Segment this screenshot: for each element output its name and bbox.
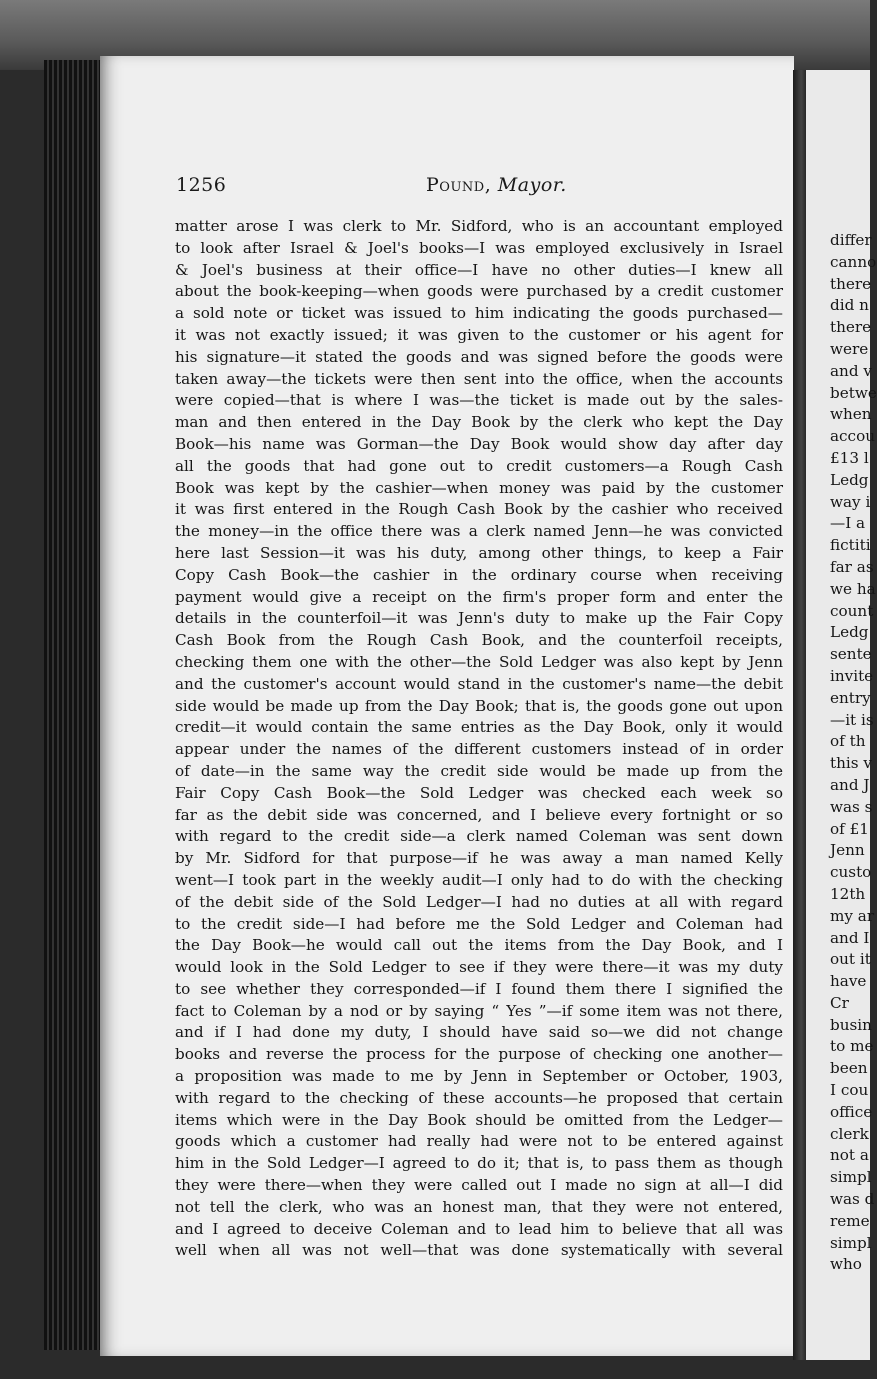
text-line: items which were in the Day Book should be omitted from the Ledger— bbox=[175, 1110, 783, 1129]
text-line: credit—it would contain the same entries as the Day Book, only it would bbox=[175, 718, 783, 737]
body-text bbox=[175, 216, 783, 1262]
facing-text-line: custo bbox=[830, 863, 872, 882]
text-line: about the book-keeping—when goods were purchased by a credit customer bbox=[175, 282, 783, 301]
text-line: him in the Sold Ledger—I agreed to do it; that is, to pass them as though bbox=[175, 1154, 783, 1173]
text-line: fact to Coleman by a nod or by saying “ Yes ”—if some item was not there, bbox=[175, 1001, 783, 1020]
facing-text-line: —I a bbox=[830, 514, 866, 533]
facing-text-line: who bbox=[830, 1255, 862, 1274]
facing-text-line: did n bbox=[830, 296, 869, 315]
text-line: of the debit side of the Sold Ledger—I had no duties at all with regard bbox=[175, 892, 783, 911]
facing-text-line: to me bbox=[830, 1037, 874, 1056]
facing-text-line: office bbox=[830, 1102, 873, 1121]
text-line: by Mr. Sidford for that purpose—if he was away a man named Kelly bbox=[175, 849, 783, 868]
text-line: his signature—it stated the goods and was signed before the goods were bbox=[175, 347, 783, 366]
facing-text-line: and I bbox=[830, 928, 870, 947]
facing-text-line: my ar bbox=[830, 906, 875, 925]
facing-text-line: this v bbox=[830, 754, 872, 773]
text-line: taken away—the tickets were then sent into the office, when the accounts bbox=[175, 369, 783, 388]
text-line: appear under the names of the different customers instead of in order bbox=[175, 740, 783, 759]
text-line: Cash Book from the Rough Cash Book, and the counterfoil receipts, bbox=[175, 631, 783, 650]
text-line: were copied—that is where I was—the ticket is made out by the sales- bbox=[175, 391, 783, 410]
text-line: well when all was not well—that was done systematically with several bbox=[175, 1241, 783, 1260]
facing-text-line: when bbox=[830, 405, 872, 424]
facing-text-line: entry bbox=[830, 688, 871, 707]
facing-text-line: invite bbox=[830, 666, 874, 685]
text-line: it was first entered in the Rough Cash Book by the cashier who received bbox=[175, 500, 783, 519]
facing-text-line: —it is bbox=[830, 710, 874, 729]
facing-text-line: out it bbox=[830, 950, 871, 969]
text-line: to the credit side—I had before me the Sold Ledger and Coleman had bbox=[175, 914, 783, 933]
text-line: a sold note or ticket was issued to him indicating the goods purchased— bbox=[175, 304, 783, 323]
facing-text-line: clerk bbox=[830, 1124, 869, 1143]
facing-text-line: have bbox=[830, 972, 867, 991]
text-line: books and reverse the process for the purpose of checking one another— bbox=[175, 1045, 783, 1064]
facing-text-line: simpl bbox=[830, 1233, 872, 1252]
facing-text-line: and J bbox=[830, 775, 870, 794]
text-line: the money—in the office there was a clerk named Jenn—he was convicted bbox=[175, 522, 783, 541]
facing-text-line: differ bbox=[830, 231, 872, 249]
facing-text-line: was s bbox=[830, 797, 873, 816]
text-line: all the goods that had gone out to credit customers—a Rough Cash bbox=[175, 456, 783, 475]
facing-text-line: Ledg bbox=[830, 623, 869, 642]
facing-text-line: I cou bbox=[830, 1081, 869, 1100]
facing-text-line: canno bbox=[830, 252, 877, 271]
text-line: Copy Cash Book—the cashier in the ordinary course when receiving bbox=[175, 565, 783, 584]
facing-text-line: was d bbox=[830, 1190, 875, 1209]
facing-text-line: count bbox=[830, 601, 874, 620]
text-line: and if I had done my duty, I should have said so—we did not change bbox=[175, 1023, 783, 1042]
text-line: it was not exactly issued; it was given to the customer or his agent for bbox=[175, 325, 783, 344]
text-line: matter arose I was clerk to Mr. Sidford, who is an accountant employed bbox=[175, 217, 783, 235]
facing-text-line: Jenn bbox=[830, 841, 865, 860]
text-line: side would be made up from the Day Book; that is, the goods gone out upon bbox=[175, 696, 783, 715]
book-gutter bbox=[793, 70, 807, 1360]
facing-text-line: sente bbox=[830, 645, 872, 664]
facing-text-line: reme bbox=[830, 1211, 870, 1230]
facing-text-line: been bbox=[830, 1059, 868, 1078]
facing-text-line: and v bbox=[830, 361, 872, 380]
text-line: & Joel's business at their office—I have no other duties—I knew all bbox=[175, 260, 783, 279]
text-line: to see whether they corresponded—if I found them there I signified the bbox=[175, 979, 783, 998]
text-line: far as the debit side was concerned, and I believe every fortnight or so bbox=[175, 805, 783, 824]
text-line: and the customer's account would stand in the customer's name—the debit bbox=[175, 674, 783, 693]
facing-text-line: Cr bbox=[830, 993, 849, 1012]
facing-text-line: betwe bbox=[830, 383, 877, 402]
text-line: they were there—when they were called out I made no sign at all—I did bbox=[175, 1176, 783, 1195]
text-line: with regard to the checking of these accounts—he proposed that certain bbox=[175, 1088, 783, 1107]
running-head-title: Mayor. bbox=[497, 174, 567, 196]
facing-text-line: of £1 bbox=[830, 819, 869, 838]
page-number: 1256 bbox=[176, 174, 227, 196]
text-line: Book was kept by the cashier—when money was paid by the customer bbox=[175, 478, 783, 497]
facing-text-line: Ledg bbox=[830, 470, 869, 489]
text-line: man and then entered in the Day Book by the clerk who kept the Day bbox=[175, 413, 783, 432]
facing-text-line: simpl bbox=[830, 1168, 872, 1187]
facing-text-line: 12th bbox=[830, 884, 866, 903]
text-line: details in the counterfoil—it was Jenn's duty to make up the Fair Copy bbox=[175, 609, 783, 628]
facing-page-text bbox=[830, 230, 877, 1276]
facing-text-line: there bbox=[830, 274, 872, 293]
text-line: here last Session—it was his duty, among other things, to keep a Fair bbox=[175, 543, 783, 562]
text-line: to look after Israel & Joel's books—I was employed exclusively in Israel bbox=[175, 238, 783, 257]
text-line: goods which a customer had really had were not to be entered against bbox=[175, 1132, 783, 1151]
facing-text-line: of th bbox=[830, 732, 866, 751]
facing-text-line: way i bbox=[830, 492, 871, 511]
facing-text-line: fictiti bbox=[830, 536, 871, 555]
facing-text-line: far as bbox=[830, 557, 874, 576]
facing-text-line: there bbox=[830, 318, 872, 337]
text-line: Fair Copy Cash Book—the Sold Ledger was checked each week so bbox=[175, 783, 783, 802]
text-line: would look in the Sold Ledger to see if they were there—it was my duty bbox=[175, 958, 783, 977]
text-line: payment would give a receipt on the firm's proper form and enter the bbox=[175, 587, 783, 606]
text-line: not tell the clerk, who was an honest man, that they were not entered, bbox=[175, 1197, 783, 1216]
facing-text-line: were bbox=[830, 339, 869, 358]
text-line: went—I took part in the weekly audit—I only had to do with the checking bbox=[175, 870, 783, 889]
text-line: Book—his name was Gorman—the Day Book would show day after day bbox=[175, 434, 783, 453]
text-line: a proposition was made to me by Jenn in September or October, 1903, bbox=[175, 1067, 783, 1086]
book-binding-edge bbox=[44, 60, 106, 1350]
text-line: of date—in the same way the credit side would be made up from the bbox=[175, 761, 783, 780]
text-line: the Day Book—he would call out the items from the Day Book, and I bbox=[175, 936, 783, 955]
text-line: and I agreed to deceive Coleman and to lead him to believe that all was bbox=[175, 1219, 783, 1238]
facing-text-line: not a bbox=[830, 1146, 869, 1165]
page-header bbox=[176, 174, 788, 204]
text-line: checking them one with the other—the Sold Ledger was also kept by Jenn bbox=[175, 652, 783, 671]
facing-text-line: busin bbox=[830, 1015, 872, 1034]
running-head bbox=[426, 174, 567, 196]
facing-text-line: we ha bbox=[830, 579, 876, 598]
text-line: with regard to the credit side—a clerk named Coleman was sent down bbox=[175, 827, 783, 846]
facing-text-line: accou bbox=[830, 427, 875, 446]
facing-text-line: £13 l bbox=[830, 448, 869, 467]
running-head-name: Pound, bbox=[426, 174, 492, 196]
